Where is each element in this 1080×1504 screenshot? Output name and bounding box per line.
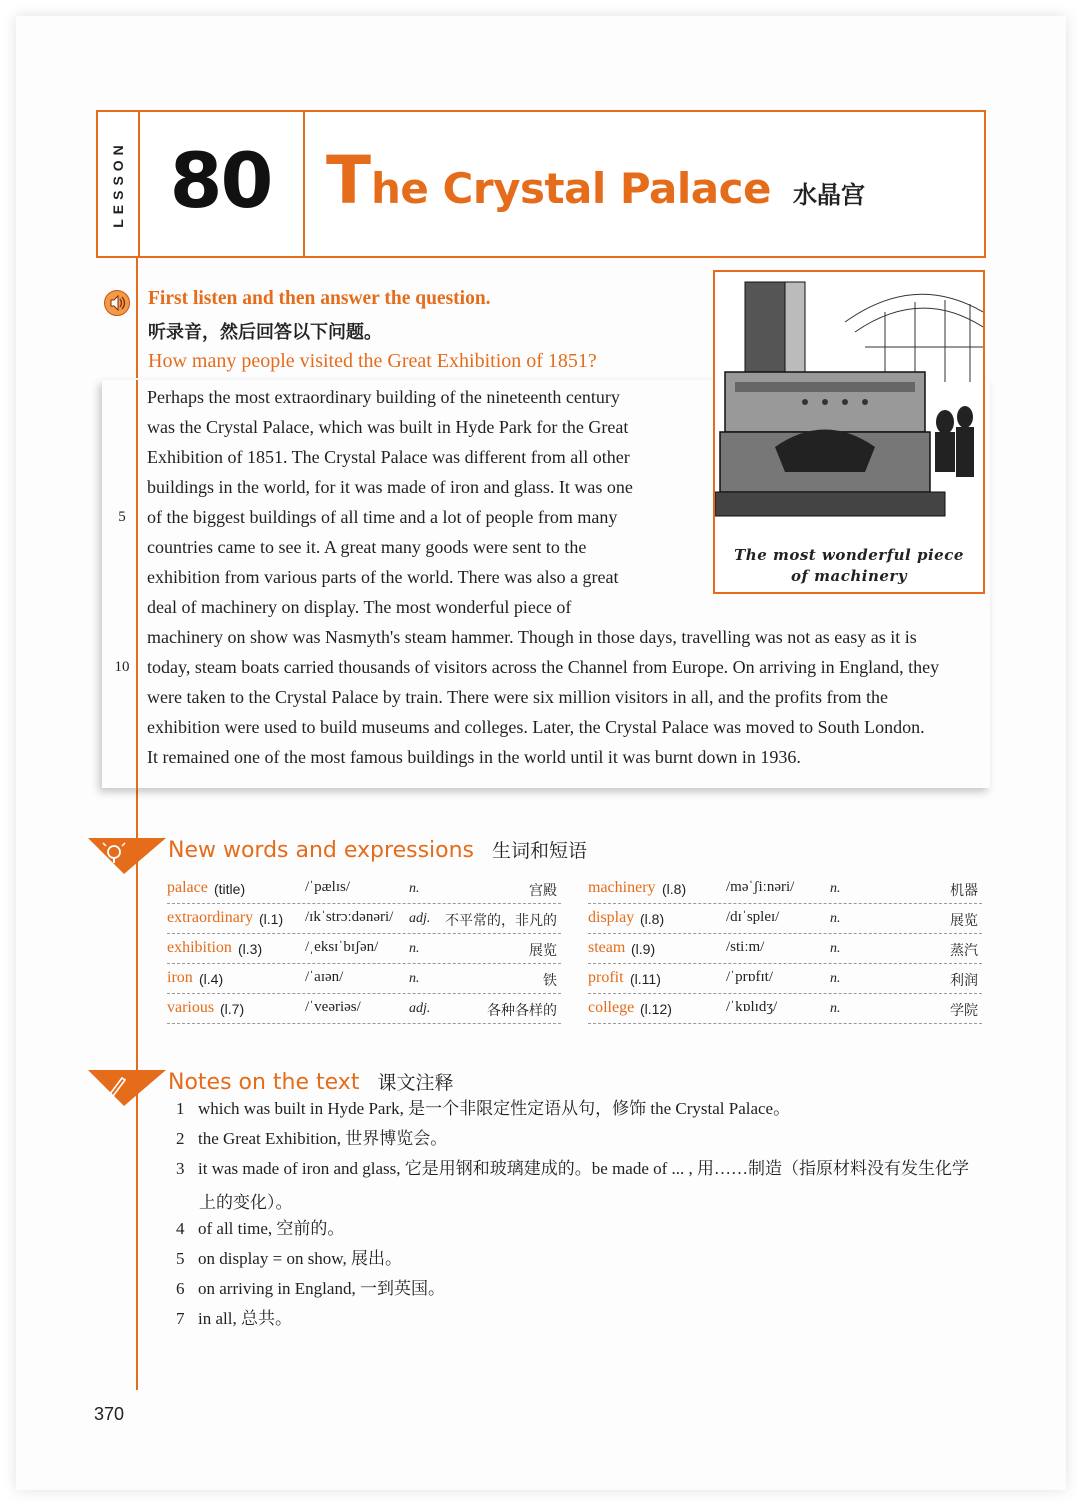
word: exhibition [167,939,232,956]
word: iron [167,969,193,986]
note-item [176,1278,445,1300]
lesson-number-column [138,112,305,256]
phonetic: /məˈʃiːnəri/ [726,879,795,895]
chinese-meaning: 各种各样的 [487,1003,557,1019]
part-of-speech: n. [409,971,420,986]
margin-rule [136,258,138,378]
listen-instruction-chinese: 听录音，然后回答以下问题。 [148,322,382,343]
note-text: of all time, 空前的。 [198,1219,345,1238]
illustration-caption-line-2: of machinery [790,567,908,585]
note-number: 4 [176,1219,185,1238]
word: college [588,999,635,1016]
chinese-meaning: 机器 [950,883,978,899]
chinese-meaning: 学院 [950,1003,978,1019]
note-number: 1 [176,1099,185,1118]
lesson-header [96,110,986,258]
part-of-speech: n. [409,941,420,956]
steam-hammer-illustration [715,272,983,522]
illustration-caption-line-1: The most wonderful piece [734,546,964,564]
line-reference: (l.9) [631,941,656,957]
margin-rule [136,380,138,790]
note-item [176,1128,447,1150]
illustration-box [713,270,985,594]
line-reference: (l.12) [640,1001,672,1017]
listen-instruction: First listen and then answer the question. [148,288,491,309]
notes-title-chinese: 课文注释 [377,1072,454,1094]
passage-line: machinery on show was Nasmyth's steam hammer. Though in those days, travelling was not as easy as it is [147,627,917,647]
passage-line: buildings in the world, for it was made of iron and glass. It was one [147,477,633,497]
phonetic: /ˈpælɪs/ [305,879,351,895]
word: machinery [588,879,656,896]
line-reference: (l.4) [199,971,224,987]
passage-line: Perhaps the most extraordinary building of the nineteenth century [147,387,620,407]
note-text: the Great Exhibition, 世界博览会。 [198,1129,448,1148]
passage-line: today, steam boats carried thousands of visitors across the Channel from Europe. On arriving in England, they [147,657,940,677]
words-section-title [168,836,587,863]
lesson-number: 80 [169,136,272,225]
note-number: 5 [176,1249,185,1268]
note-text: on arriving in England, 一到英国。 [198,1279,445,1298]
lightbulb-icon [88,836,166,874]
chinese-meaning: 蒸汽 [950,943,978,959]
word: profit [588,969,624,986]
passage-line: Exhibition of 1851. The Crystal Palace was different from all other [147,447,630,467]
notes-section-title [168,1068,453,1095]
chinese-meaning: 展览 [950,913,978,929]
passage-line: exhibition were used to build museums and colleges. Later, the Crystal Palace was moved to South London. [147,717,925,737]
part-of-speech: n. [830,971,841,986]
word: palace [167,879,208,896]
line-reference: (l.7) [220,1001,245,1017]
line-number: 5 [118,509,126,525]
title-text: he Crystal Palace [371,164,772,213]
title-chinese: 水晶宫 [793,181,866,209]
word: various [167,999,215,1016]
note-item [176,1308,292,1330]
part-of-speech: n. [830,911,841,926]
passage-line: countries came to see it. A great many goods were sent to the [147,537,587,557]
phonetic: /ˈkɒlɪdʒ/ [726,999,778,1015]
part-of-speech: adj. [409,1001,431,1016]
part-of-speech: n. [830,881,841,896]
phonetic: /stiːm/ [726,939,765,955]
chinese-meaning: 宫殿 [529,883,557,899]
note-text: on display = on show, 展出。 [198,1249,402,1268]
line-reference: (l.8) [640,911,665,927]
word-entry [167,993,561,1024]
word-entry [167,903,561,934]
passage-line: were taken to the Crystal Palace by train. There were six million visitors in all, and the profits from the [147,687,888,707]
note-item [176,1248,402,1270]
pen-icon [88,1068,166,1106]
line-reference: (l.8) [662,881,687,897]
chinese-meaning: 不平常的，非凡的 [445,913,557,929]
line-number: 10 [114,659,130,675]
word-entry [588,873,982,904]
note-text: which was built in Hyde Park, 是一个非限定性定语从句，修饰 the Crystal Palace。 [198,1099,791,1118]
lesson-label-column [98,112,140,256]
chinese-meaning: 展览 [529,943,557,959]
passage-line: It remained one of the most famous buildings in the world until it was burnt down in 1936. [147,747,801,767]
word-entry [588,993,982,1024]
note-item [176,1158,969,1180]
note-number: 6 [176,1279,185,1298]
part-of-speech: n. [830,1001,841,1016]
line-reference: (title) [214,881,246,897]
phonetic: /ˈprɒfɪt/ [726,969,773,985]
word: steam [588,939,626,956]
chinese-meaning: 铁 [543,973,557,989]
part-of-speech: n. [409,881,420,896]
note-text: in all, 总共。 [198,1309,292,1328]
line-reference: (l.1) [259,911,284,927]
note-number: 2 [176,1129,185,1148]
note-number: 3 [176,1159,185,1178]
lesson-title [326,142,865,219]
phonetic: /dɪˈspleɪ/ [726,909,780,925]
word-entry [588,963,982,994]
word-entry [588,903,982,934]
line-reference: (l.3) [238,941,263,957]
word: display [588,909,635,926]
speaker-icon[interactable] [104,290,130,316]
words-title: New words and expressions [168,838,475,863]
title-initial: T [326,142,372,219]
passage-line: deal of machinery on display. The most wonderful piece of [147,597,572,617]
notes-title: Notes on the text [168,1070,360,1095]
passage-line: exhibition from various parts of the world. There was also a great [147,567,619,587]
note-3-continuation: 上的变化）。 [199,1193,293,1212]
part-of-speech: adj. [409,911,431,926]
word-entry [167,873,561,904]
line-reference: (l.11) [630,971,661,987]
part-of-speech: n. [830,941,841,956]
note-text: it was made of iron and glass, 它是用钢和玻璃建成的。be made of ... , 用……制造（指原材料没有发生化学 [198,1159,970,1178]
word-entry [167,963,561,994]
word-entry [588,933,982,964]
phonetic: /ɪkˈstrɔːdənəri/ [305,909,394,925]
lesson-label: LESSON [110,140,126,228]
page-number: 370 [94,1404,125,1424]
word: extraordinary [167,909,254,926]
passage-line: of the biggest buildings of all time and a lot of people from many [147,507,618,527]
passage-line: was the Crystal Palace, which was built in Hyde Park for the Great [147,417,629,437]
note-number: 7 [176,1309,185,1328]
phonetic: /ˌeksɪˈbɪʃən/ [305,939,379,955]
phonetic: /ˈaɪən/ [305,969,344,985]
listening-question: How many people visited the Great Exhibition of 1851? [148,350,597,372]
words-title-chinese: 生词和短语 [492,840,588,862]
word-entry [167,933,561,964]
note-item [176,1098,790,1120]
phonetic: /ˈveəriəs/ [305,999,361,1015]
chinese-meaning: 利润 [950,973,978,989]
note-item [176,1218,344,1240]
